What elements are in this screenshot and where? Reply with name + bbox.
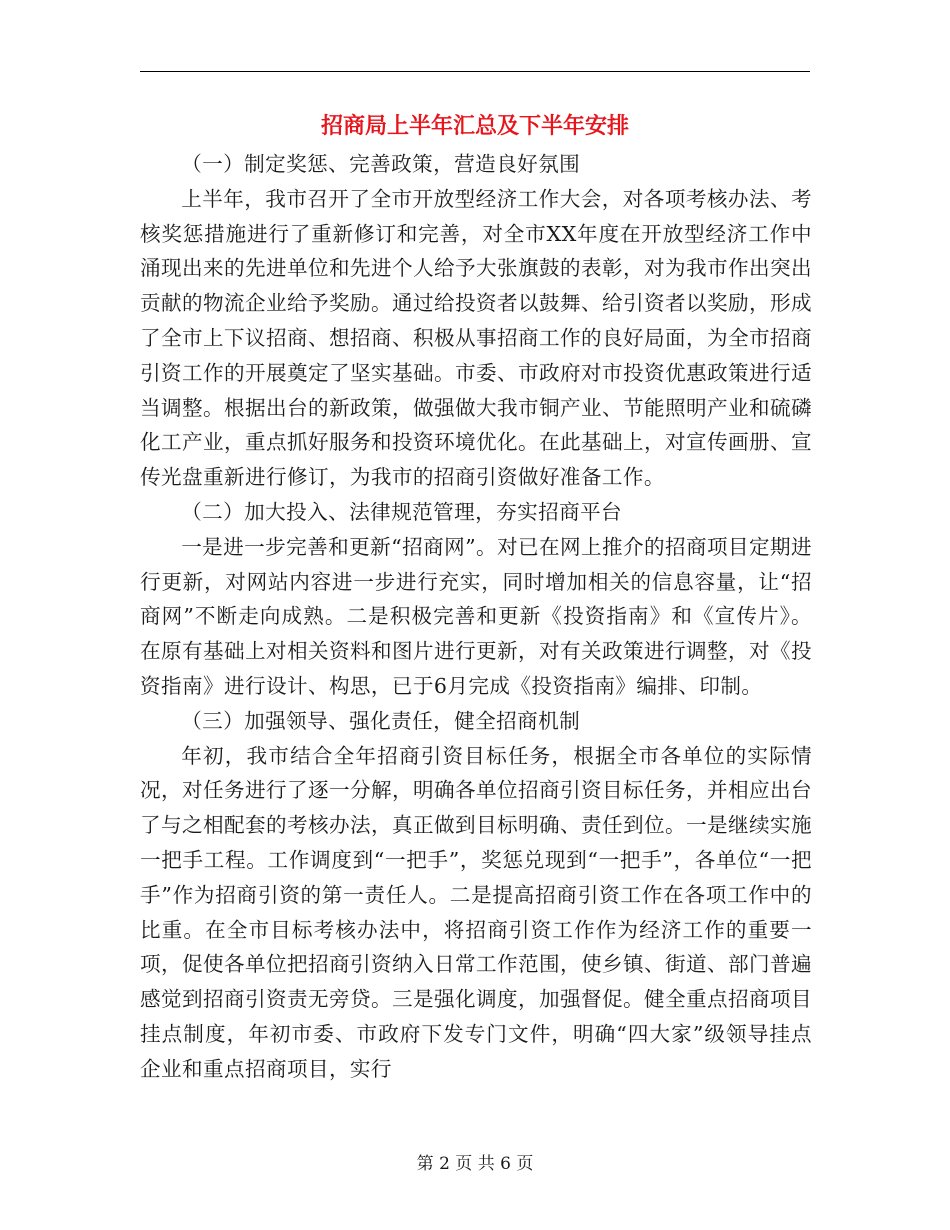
- paragraph: 上半年，我市召开了全市开放型经济工作大会，对各项考核办法、考核奖惩措施进行了重新修订和完善，对全市XX年度在开放型经济工作中涌现出来的先进单位和先进个人给予大张旗鼓的表彰，对为我市作出突出贡献的物流企业给予奖励。通过给投资者以鼓舞、给引资者以奖励，形成了全市上下议招商、想招商、积极从事招商工作的良好局面，为全市招商引资工作的开展奠定了坚实基础。市委、市政府对市投资优惠政策进行适当调整。根据出台的新政策，做强做大我市铜产业、节能照明产业和硫磷化工产业，重点抓好服务和投资环境优化。在此基础上，对宣传画册、宣传光盘重新进行修订，为我市的招商引资做好准备工作。: [140, 186, 812, 490]
- paragraph: 年初，我市结合全年招商引资目标任务，根据全市各单位的实际情况，对任务进行了逐一分解，明确各单位招商引资目标任务，并相应出台了与之相配套的考核办法，真正做到目标明确、责任到位。一是继续实施一把手工程。工作调度到“一把手”，奖惩兑现到“一把手”，各单位“一把手”作为招商引资的第一责任人。二是提高招商引资工作在各项工作中的比重。在全市目标考核办法中，将招商引资工作作为经济工作的重要一项，促使各单位把招商引资纳入日常工作范围，使乡镇、街道、部门普遍感觉到招商引资责无旁贷。三是强化调度，加强督促。健全重点招商项目挂点制度，年初市委、市政府下发专门文件，明确“四大家”级领导挂点企业和重点招商项目，实行: [140, 743, 812, 1081]
- section-heading-3: （三）加强领导、强化责任，健全招商机制: [181, 708, 581, 733]
- document-title: 招商局上半年汇总及下半年安排: [320, 113, 629, 139]
- section-heading-1: （一）制定奖惩、完善政策，营造良好氛围: [181, 152, 581, 176]
- document-body: [140, 147, 812, 1087]
- page-number: 第 2 页 共 6 页: [416, 1154, 534, 1174]
- paragraph: 一是进一步完善和更新“招商网”。对已在网上推介的招商项目定期进行更新，对网站内容进一步进行充实，同时增加相关的信息容量，让“招商网”不断走向成熟。二是积极完善和更新《投资指南》和《宣传片》。在原有基础上对相关资料和图片进行更新，对有关政策进行调整，对《投资指南》进行设计、构思，已于6月完成《投资指南》编排、印制。: [140, 534, 812, 698]
- header-rule: [140, 71, 810, 72]
- section-heading-2: （二）加大投入、法律规范管理，夯实招商平台: [181, 499, 623, 524]
